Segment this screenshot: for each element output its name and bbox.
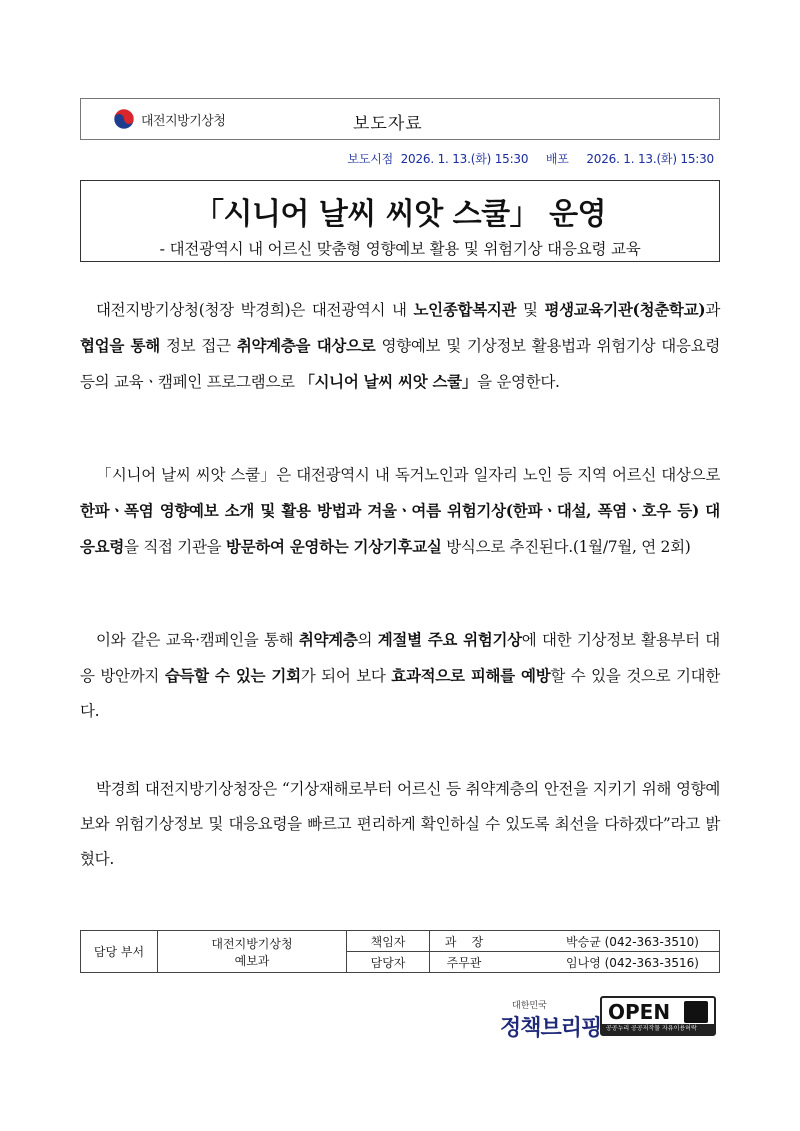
report-time: 2026. 1. 13.(화) 15:30 (400, 152, 529, 166)
paragraph-1 (80, 292, 720, 400)
p3-segment-6: 가 되어 보다 (300, 667, 392, 685)
gov-big-text: 정책브리핑 (500, 1016, 602, 1041)
open-license-text: 공공누리 공공저작물 자유이용허락 (602, 1024, 714, 1034)
p2-segment-0: 「시니어 날씨 씨앗 스쿨」은 대전광역시 내 독거노인과 일자리 노인 등 지역 어르신 대상으로 (96, 466, 720, 484)
p4-segment-0: 박경희 대전지방기상청장은 “기상재해로부터 어르신 등 취약계층의 안전을 지키기 위해 영향예보와 위험기상정보 및 대응요령을 빠르고 편리하게 확인하실 수 있도록 최선을 다하겠다”라고 밝혔다. (80, 780, 720, 868)
release-info (343, 150, 714, 167)
open-word: OPEN (608, 1000, 671, 1024)
paragraph-4 (80, 772, 720, 877)
p1-segment-8: 영향예보 및 기상정보 활용법과 위험기상 대응요령 등의 교육ㆍ캠페인 프로그램으로 (80, 337, 721, 391)
dept-line-2: 예보과 (234, 953, 270, 968)
person-2: 임나영 (042-363-3516) (498, 952, 720, 973)
p1-segment-6: 정보 접근 (159, 337, 237, 355)
role-2: 담당자 (347, 952, 430, 973)
title-2: 주무관 (430, 952, 499, 973)
dept-name (158, 931, 347, 973)
paragraph-2 (80, 458, 720, 565)
title-box (80, 180, 720, 262)
p3-segment-3: 계절별 주요 위험기상 (377, 630, 522, 649)
paragraph-3 (80, 622, 720, 729)
attribution-person-icon (684, 1001, 708, 1023)
p1-segment-5: 협업을 통해 (80, 336, 160, 355)
agency-name: 대전지방기상청 (141, 113, 226, 129)
p1-segment-9: 「시니어 날씨 씨앗 스쿨」 (299, 372, 478, 391)
p1-segment-0: 대전지방기상청(청장 박경희)은 대전광역시 내 (96, 301, 414, 319)
open-license-badge (600, 996, 716, 1036)
contact-table (80, 930, 720, 973)
p2-segment-3: 방문하여 운영하는 기상기후교실 (225, 537, 442, 556)
p1-segment-4: 과 (705, 301, 720, 319)
p3-segment-8: 할 수 있을 것으로 기대한다. (80, 667, 720, 720)
p1-segment-7: 취약계층을 대상으로 (236, 336, 376, 355)
p3-segment-0: 이와 같은 교육·캠페인을 통해 (96, 631, 299, 649)
title-1: 과 장 (430, 931, 499, 952)
taegeuk-icon (113, 108, 135, 130)
report-time-label: 보도시점 (347, 152, 393, 166)
p3-segment-1: 취약계층 (298, 630, 358, 649)
p1-segment-10: 을 운영한다. (477, 373, 560, 391)
p3-segment-2: 의 (357, 631, 378, 649)
doc-type-label: 보도자료 (353, 114, 423, 134)
dist-time-label: 배포 (545, 152, 569, 166)
p3-segment-4: 에 대한 기상정보 활용부터 대응 방안까지 (80, 631, 720, 685)
p2-segment-1: 한파ㆍ폭염 영향예보 소개 및 활용 방법과 겨울ㆍ여름 위험기상(한파ㆍ대설, 폭염ㆍ호우 등) 대응요령 (80, 501, 720, 556)
p3-segment-5: 습득할 수 있는 기회 (164, 666, 301, 685)
dept-line-1: 대전지방기상청 (211, 936, 293, 951)
p1-segment-1: 노인종합복지관 (413, 300, 517, 319)
korea-policy-briefing-logo (500, 998, 601, 1042)
role-1: 책임자 (347, 931, 430, 952)
headline: 「시니어 날씨 씨앗 스쿨」 운영 (193, 197, 607, 232)
p1-segment-2: 및 (516, 301, 545, 319)
agency-logo (113, 108, 225, 130)
dept-label: 담당 부서 (81, 931, 158, 973)
p2-segment-2: 을 직접 기관을 (124, 538, 226, 556)
person-1: 박승균 (042-363-3510) (498, 931, 720, 952)
p1-segment-3: 평생교육기관(청춘학교) (544, 300, 706, 319)
p2-segment-4: 방식으로 추진된다.(1월/7월, 연 2회) (441, 538, 691, 556)
dist-time: 2026. 1. 13.(화) 15:30 (586, 152, 714, 166)
header-box (80, 98, 720, 140)
p3-segment-7: 효과적으로 피해를 예방 (391, 666, 551, 685)
subheadline: - 대전광역시 내 어르신 맞춤형 영향예보 활용 및 위험기상 대응요령 교육 (159, 240, 641, 258)
gov-small-text: 대한민국 (512, 1001, 547, 1011)
